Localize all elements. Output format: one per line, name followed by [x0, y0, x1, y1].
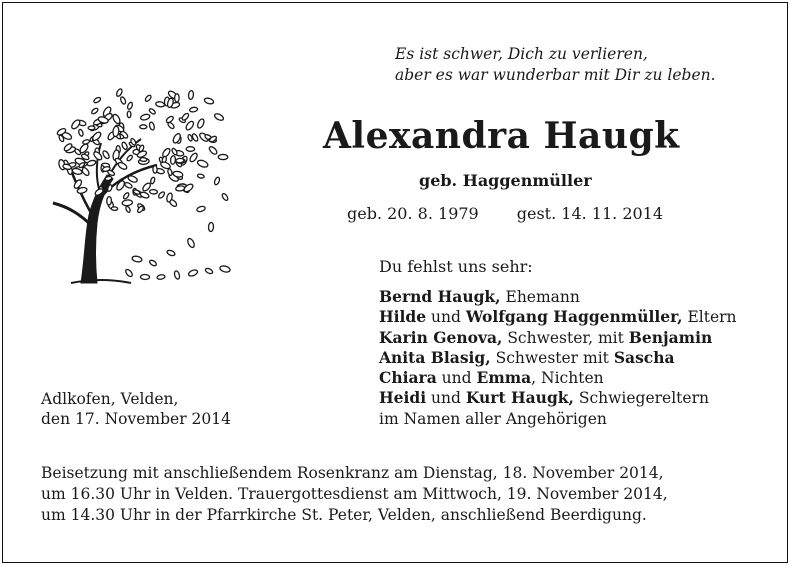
leaf-shape — [208, 222, 213, 231]
leaf-shape — [87, 159, 97, 166]
leaf-shape — [197, 159, 209, 168]
leaf-shape — [70, 119, 81, 131]
leaf-shape — [157, 274, 166, 280]
mourner-line — [379, 409, 737, 429]
leaf-shape — [204, 97, 215, 105]
mourner-line — [379, 287, 737, 307]
leaf-shape — [150, 177, 155, 184]
leaf-shape — [166, 249, 175, 256]
leaf-shape — [92, 150, 103, 161]
mourner-name: Wolfgang Haggenmüller, — [465, 307, 683, 327]
mourner-text: , Nichten — [531, 369, 604, 388]
funeral-line: Beisetzung mit anschließendem Rosenkranz am Dienstag, 18. November 2014, — [41, 464, 664, 482]
leaf-shape — [188, 269, 199, 277]
mourners-list — [379, 287, 737, 429]
leaf-shape — [196, 118, 205, 129]
leaf-shape — [149, 189, 157, 194]
mourner-text: Ehemann — [500, 288, 580, 306]
leaf-shape — [189, 152, 199, 163]
funeral-line: um 16.30 Uhr in Velden. Trauergottesdienst am Mittwoch, 19. November 2014, — [41, 485, 668, 503]
leaf-shape — [115, 88, 123, 97]
mourner-name: Hilde — [379, 307, 427, 327]
mourner-text: Schwester mit — [490, 348, 614, 367]
leaf-shape — [181, 112, 190, 121]
leaf-shape — [102, 150, 111, 160]
windblown-tree-icon — [41, 57, 231, 289]
leaf-shape — [125, 206, 131, 213]
birth-date: geb. 20. 8. 1979 — [347, 204, 479, 223]
leaf-shape — [113, 126, 120, 137]
mourner-name: Emma — [476, 368, 532, 388]
leaf-shape — [127, 175, 138, 184]
mourner-name: Heidi — [379, 388, 427, 408]
mourner-text: und — [436, 369, 477, 388]
leaf-shape — [155, 101, 164, 107]
leaf-shape — [208, 145, 218, 155]
leaf-shape — [185, 120, 195, 131]
mourner-name: Sascha — [613, 347, 675, 367]
leaf-shape — [205, 267, 214, 274]
leaf-shape — [167, 168, 172, 176]
leaf-shape — [127, 102, 134, 110]
deceased-name: Alexandra Haugk — [323, 115, 680, 157]
leaf-shape — [214, 112, 225, 121]
leaf-shape — [140, 113, 150, 120]
leaf-shape — [125, 268, 134, 277]
leaf-shape — [221, 193, 229, 202]
leaf-shape — [149, 259, 158, 267]
place-line: Adlkofen, Velden, — [41, 390, 179, 408]
leaf-shape — [123, 192, 130, 200]
mourner-line — [379, 368, 737, 388]
poem — [395, 44, 716, 86]
leaf-shape — [196, 205, 206, 212]
leaf-shape — [149, 122, 155, 131]
leaf-shape — [127, 111, 131, 118]
leaf-shape — [144, 94, 152, 102]
mourner-name: Bernd Haugk, — [379, 287, 501, 306]
leaf-shape — [140, 157, 147, 161]
leaf-shape — [170, 155, 176, 164]
leaf-shape — [165, 115, 174, 123]
leaf-shape — [148, 108, 156, 115]
date-line: den 17. November 2014 — [41, 410, 231, 429]
mourner-line — [379, 328, 737, 348]
poem-line: aber es war wunderbar mit Dir zu leben. — [395, 66, 716, 84]
mourner-text: Eltern — [682, 308, 737, 327]
leaf-shape — [117, 161, 128, 170]
leaf-shape — [153, 166, 157, 174]
leaf-shape — [189, 107, 198, 113]
leaf-shape — [111, 207, 118, 211]
poem-line: Es ist schwer, Dich zu verlieren, — [395, 45, 648, 63]
leaf-shape — [174, 270, 181, 279]
maiden-name: geb. Haggenmüller — [419, 171, 592, 190]
leaf-shape — [186, 147, 194, 152]
leaf-shape — [176, 158, 184, 163]
mourner-text: Schwiegereltern — [573, 389, 709, 408]
leaf-shape — [91, 107, 99, 115]
leaf-shape — [91, 131, 102, 142]
place-and-date — [41, 389, 231, 430]
leaf-shape — [112, 113, 122, 124]
leaf-shape — [78, 129, 84, 137]
mourner-text: und — [426, 308, 466, 327]
mourner-name: Chiara — [379, 368, 437, 388]
leaf-shape — [140, 274, 149, 279]
mourner-text: Schwester, mit — [502, 328, 629, 347]
life-dates — [347, 204, 663, 223]
mourner-name: Kurt Haugk, — [465, 388, 574, 408]
leaf-shape — [197, 174, 204, 179]
mourner-text: im Namen aller Angehörigen — [379, 409, 607, 428]
leaf-shape — [88, 126, 95, 130]
leaf-shape — [140, 125, 147, 129]
mourner-name: Karin Genova, — [379, 327, 503, 347]
leaf-shape — [218, 154, 227, 159]
leaf-shape — [186, 238, 195, 249]
funeral-notice — [41, 463, 755, 526]
leaf-shape — [120, 96, 127, 105]
mourner-line — [379, 348, 737, 368]
mourners-intro: Du fehlst uns sehr: — [379, 257, 533, 276]
leaf-shape — [175, 94, 180, 102]
obituary-card — [2, 2, 788, 563]
leaf-shape — [126, 154, 133, 161]
funeral-line: um 14.30 Uhr in der Pfarrkirche St. Peter, Velden, anschließend Beerdigung. — [41, 506, 647, 524]
leaf-shape — [93, 96, 101, 103]
leaf-shape — [171, 148, 178, 156]
leaf-shape — [157, 191, 165, 199]
mourner-name: Benjamin — [628, 327, 713, 347]
leaf-shape — [132, 255, 143, 262]
leaf-shape — [107, 196, 112, 205]
leaf-shape — [219, 265, 231, 273]
leaf-shape — [124, 182, 133, 190]
leaf-shape — [122, 199, 133, 206]
leaf-shape — [121, 141, 128, 150]
mourner-text: und — [426, 389, 466, 408]
mourner-name: Anita Blasig, — [379, 347, 491, 367]
leaf-shape — [188, 90, 194, 99]
death-date: gest. 14. 11. 2014 — [516, 204, 664, 223]
leaf-shape — [214, 177, 221, 186]
mourner-line — [379, 388, 737, 408]
mourner-line — [379, 307, 737, 327]
